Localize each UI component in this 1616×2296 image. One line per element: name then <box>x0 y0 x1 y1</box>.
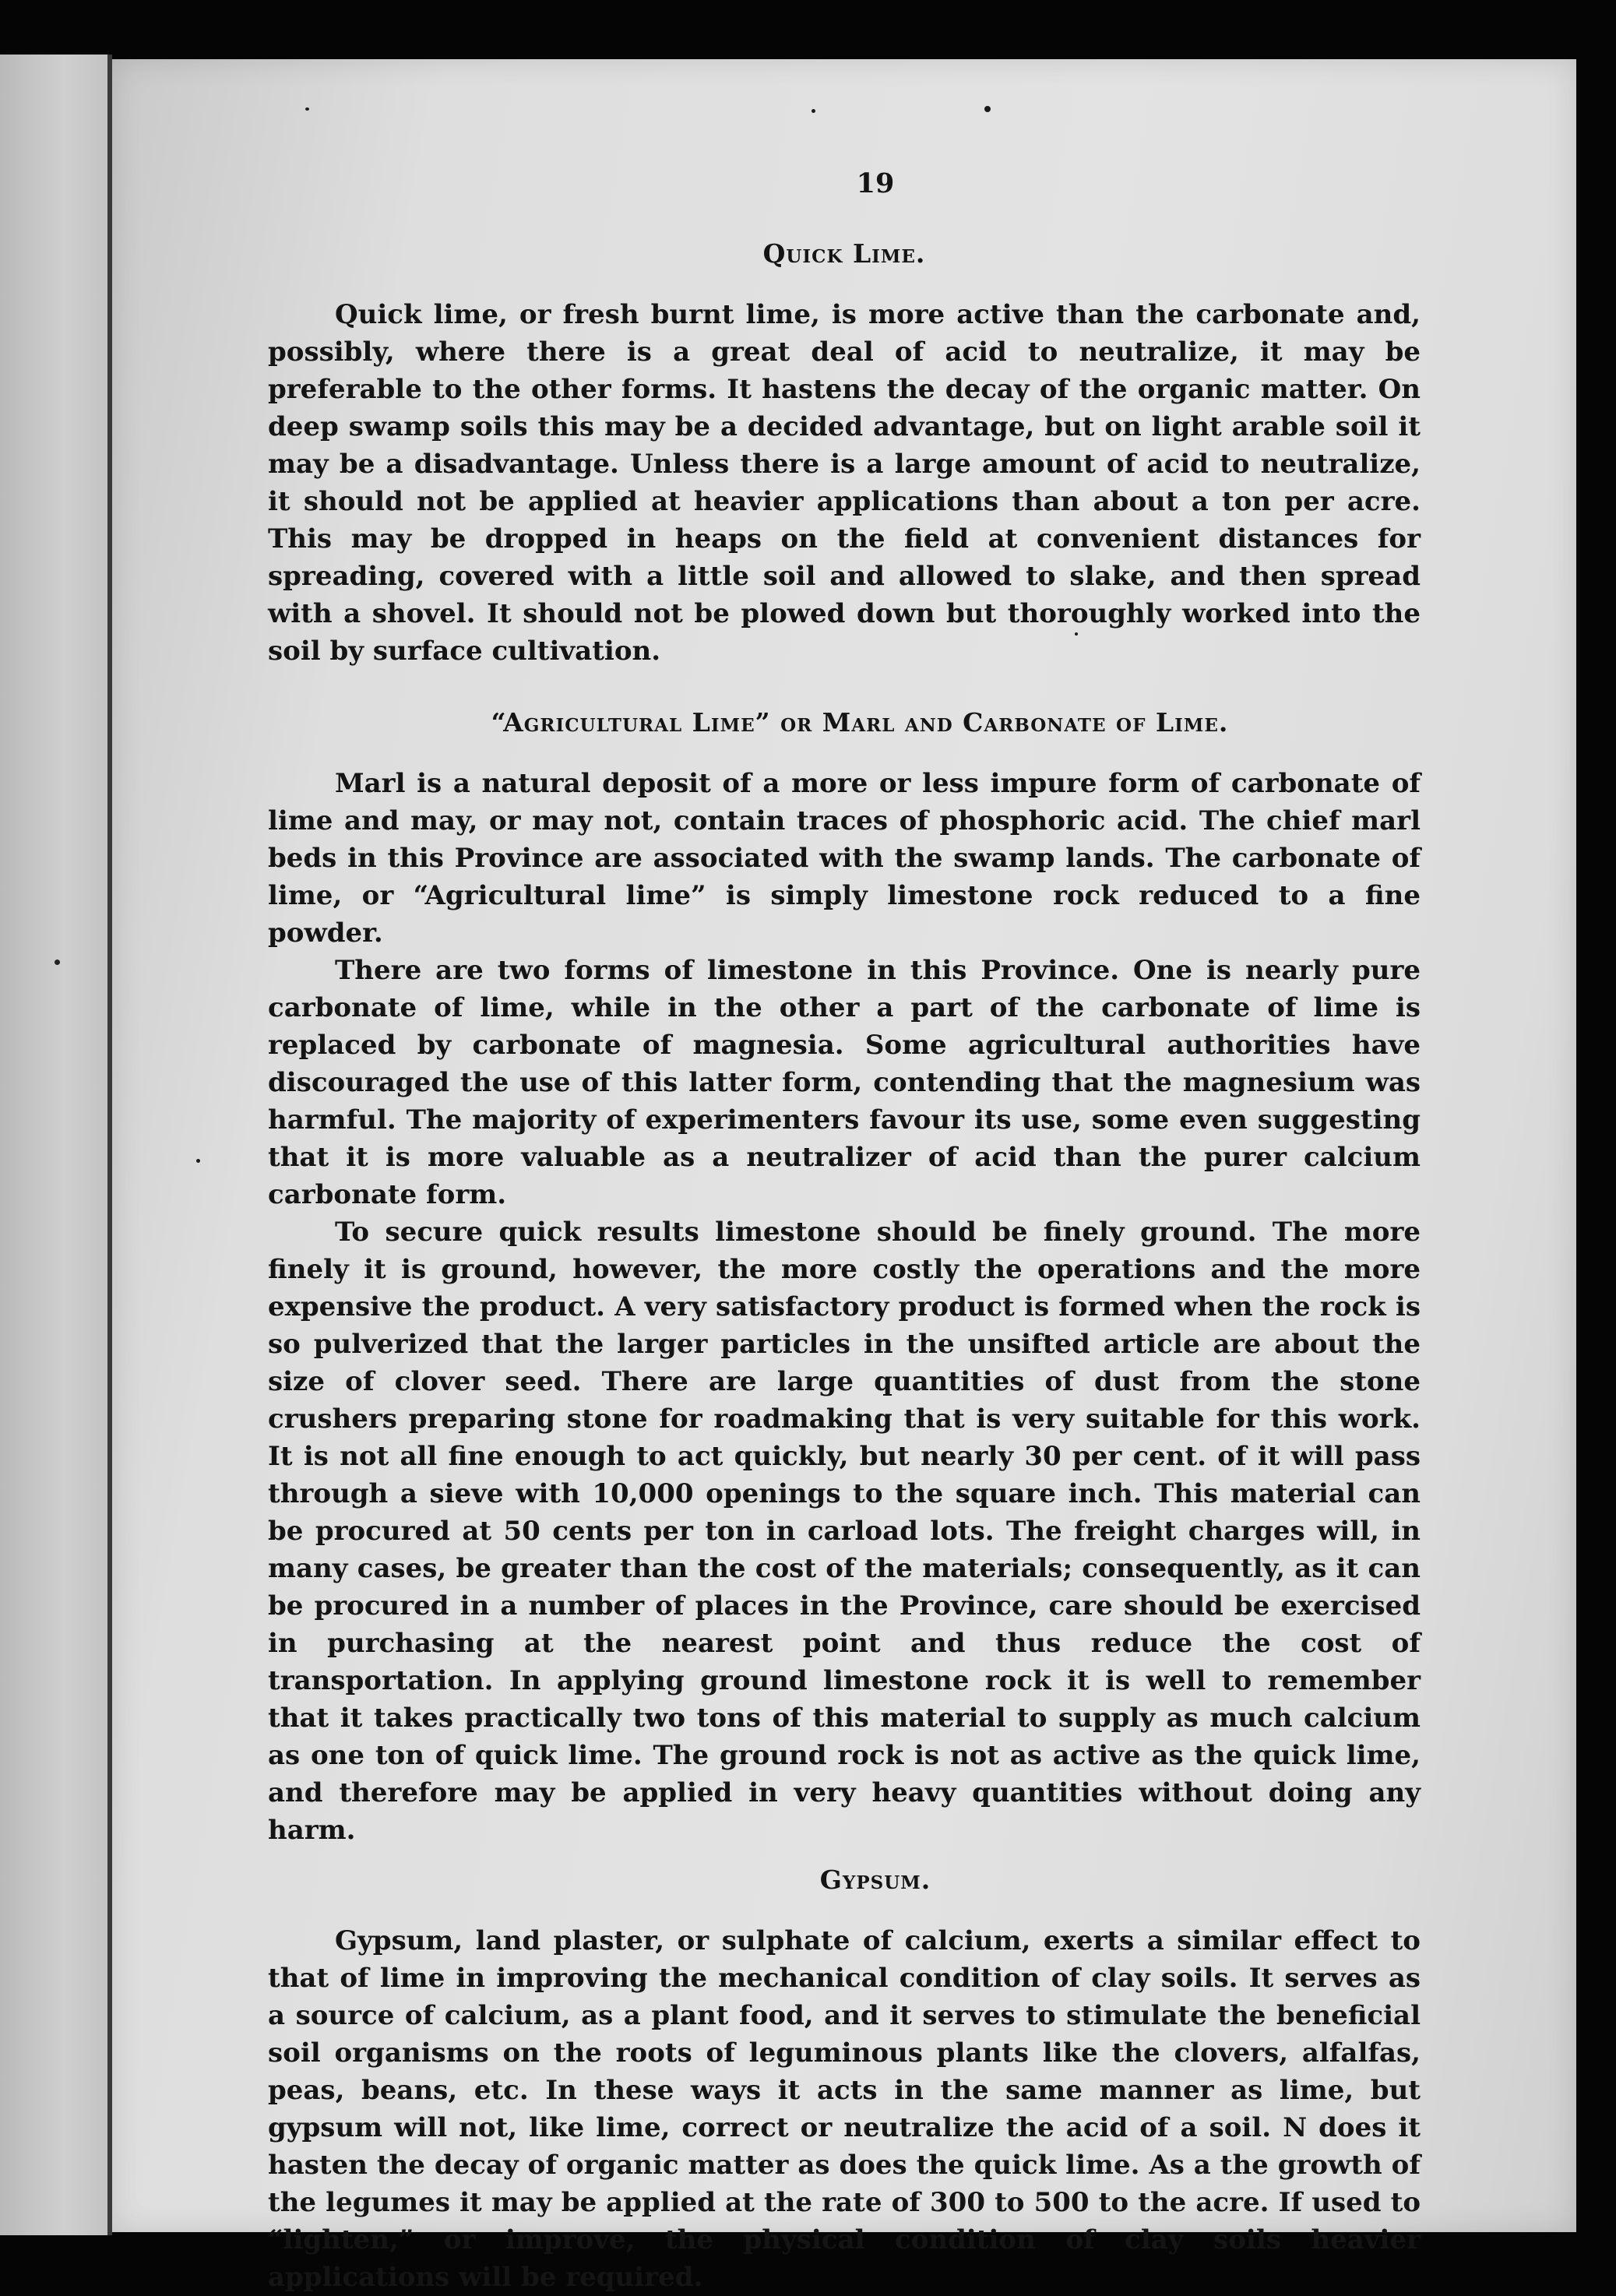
paragraph-limestone-forms: There are two forms of limestone in this Province. One is nearly pure carbonate of lime, while in the other a part of the carbonate of lime is replaced by carbonate of magnesia. Some agricultural authorities have discouraged the use of this latter form, contending that the magnesium was harmful. The majority of experimenters favour its use, some even suggesting that it is more valuable as a neutralizer of acid than the purer calcium carbonate form. <box>268 955 1421 1210</box>
ink-speck <box>812 109 815 113</box>
paragraph-quick-lime: Quick lime, or fresh burnt lime, is more active than the carbonate and, possibly, where there is a great deal of acid to neutralize, it may be preferable to the other forms. It hastens the decay of the organic matter. On deep swamp soils this may be a decided advantage, but on light arable soil it may be a disadvantage. Unless there is a large amount of acid to neutralize, it should not be applied at heavier applications than about a ton per acre. This may be dropped in heaps on the field at convenient distances for spreading, covered with a little soil and allowed to slake, and then spread with a shovel. It should not be plowed down but thoroughly worked into the soil by surface cultivation. <box>268 299 1421 667</box>
section-heading-gypsum: Gypsum. <box>819 1865 931 1895</box>
paragraph-gypsum: Gypsum, land plaster, or sulphate of calcium, exerts a similar effect to that of lime in improving the mechanical condition of clay soils. It serves as a source of calcium, as a plant food, and it serves to stimulate the beneficial soil organisms on the roots of leguminous plants like the clovers, alfalfas, peas, beans, etc. In these ways it acts in the same manner as lime, but gypsum will not, like lime, correct or neutralize the acid of a soil. N does it hasten the decay of organic matter as does the quick lime. As a the growth of the legumes it may be applied at the rate of 300 to 500 to the acre. If used to “lighten,” or improve, the physical condition of clay soils heavier applications will be required. <box>268 1925 1421 2293</box>
ink-speck <box>305 107 309 111</box>
ink-speck <box>984 106 991 112</box>
paragraph-ground-limestone: To secure quick results limestone should be finely ground. The more finely it is ground, however, the more costly the operations and the more expensive the product. A very satisfactory product is formed when the rock is so pulverized that the larger particles in the unsifted article are about the size of clover seed. There are large quantities of dust from the stone crushers preparing stone for roadmaking that is very suitable for this work. It is not all fine enough to act quickly, but nearly 30 per cent. of it will pass through a sieve with 10,000 openings to the square inch. This material can be procured at 50 cents per ton in carload lots. The freight charges will, in many cases, be greater than the cost of the materials; consequently, as it can be procured in a number of places in the Province, care should be exercised in purchasing at the nearest point and thus reduce the cost of transportation. In applying ground limestone rock it is well to remember that it takes practically two tons of this material to supply as much calcium as one ton of quick lime. The ground rock is not as active as the quick lime, and therefore may be applied in very heavy quantities without doing any harm. <box>268 1217 1421 1846</box>
section-heading-agricultural-lime: “Agricultural Lime” or Marl and Carbonate of Lime. <box>491 707 1229 738</box>
section-heading-quick-lime: Quick Lime. <box>762 238 926 269</box>
facing-page-edge <box>0 55 107 2235</box>
page-text <box>268 156 1421 2296</box>
ink-speck <box>196 1159 200 1163</box>
page-number: 19 <box>856 167 895 199</box>
edge-speck <box>55 960 60 965</box>
paragraph-marl: Marl is a natural deposit of a more or less impure form of carbonate of lime and may, or may not, contain traces of phosphoric acid. The chief marl beds in this Province are associated with the swamp lands. The carbonate of lime, or “Agricultural lime” is simply limestone rock reduced to a fine powder. <box>268 768 1421 949</box>
